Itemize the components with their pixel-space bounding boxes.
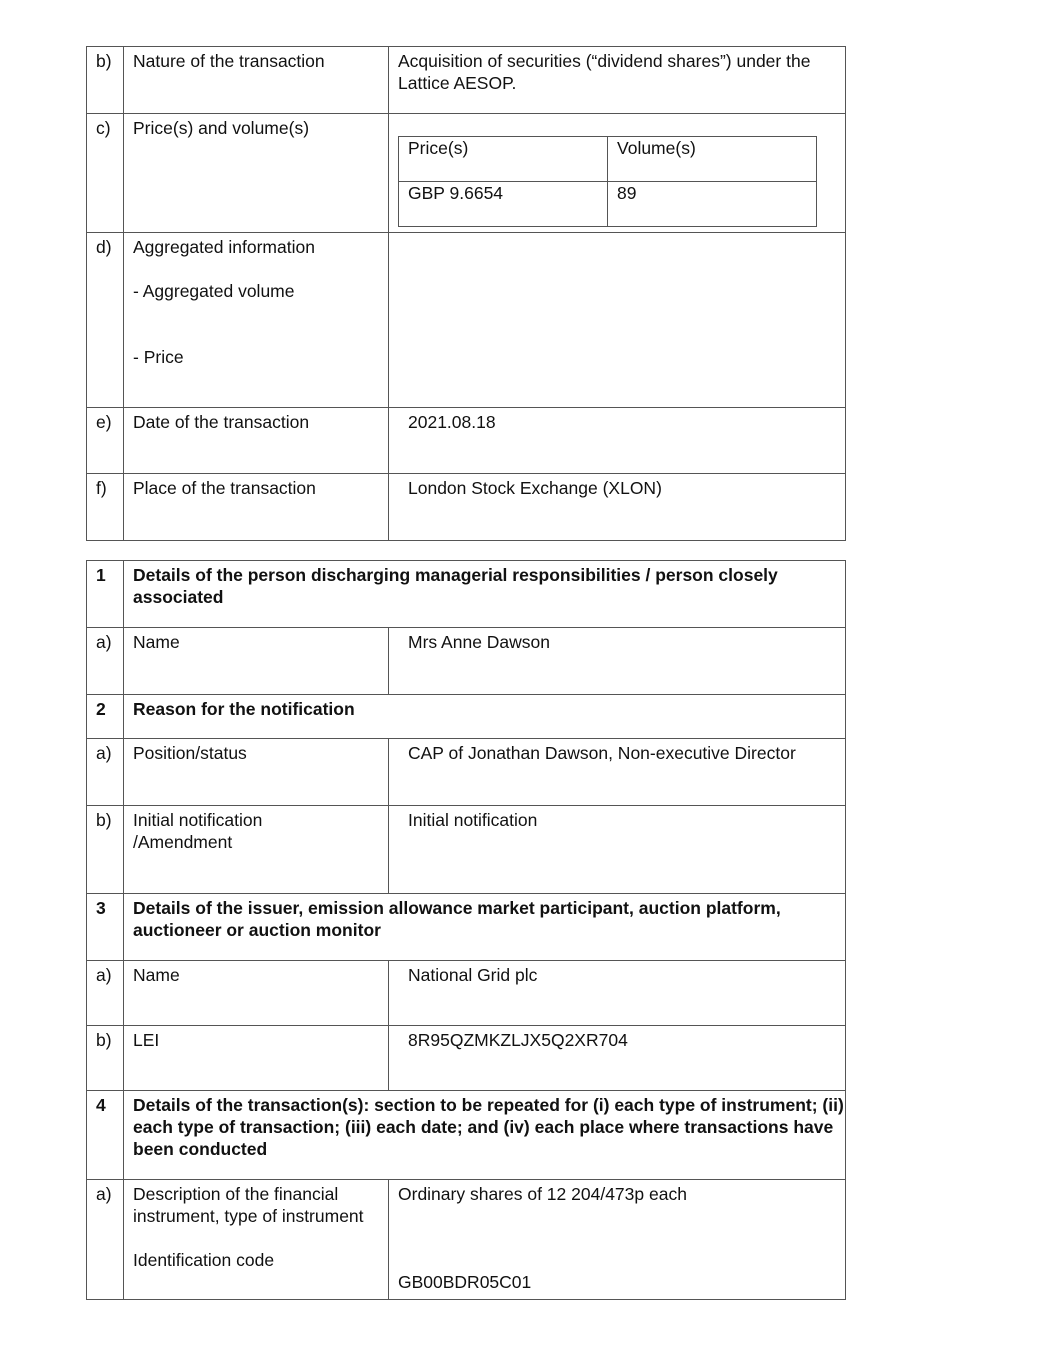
section-1-heading <box>87 561 846 628</box>
section-number: 1 <box>87 561 124 628</box>
row-index: a) <box>87 1180 124 1300</box>
row-label: LEI <box>124 1026 389 1091</box>
notification-label-line2: /Amendment <box>133 832 233 852</box>
section-number: 2 <box>87 695 124 739</box>
notification-details-table <box>86 560 846 1300</box>
row-position <box>87 739 846 806</box>
row-value: Mrs Anne Dawson <box>389 628 846 695</box>
row-value: 8R95QZMKZLJX5Q2XR704 <box>389 1026 846 1091</box>
row-notification-type <box>87 806 846 894</box>
section-4-heading <box>87 1091 846 1180</box>
instrument-description-value: Ordinary shares of 12 204/473p each <box>398 1184 687 1204</box>
price-volume-header <box>399 137 817 182</box>
row-pdmr-name <box>87 628 846 695</box>
aggregated-price-label: - Price <box>133 347 184 367</box>
row-instrument <box>87 1180 846 1300</box>
volume-header: Volume(s) <box>608 137 817 182</box>
row-price-volume <box>87 114 846 233</box>
row-index: d) <box>87 233 124 408</box>
volume-value: 89 <box>608 182 817 227</box>
identification-code-value: GB00BDR05C01 <box>398 1272 532 1292</box>
row-label: Date of the transaction <box>124 408 389 474</box>
row-value: 2021.08.18 <box>389 408 846 474</box>
section-heading: Details of the person discharging managerial responsibilities / person closely associated <box>124 561 846 628</box>
instrument-description-label: Description of the financial instrument, type of instrument <box>133 1184 364 1226</box>
section-heading: Details of the transaction(s): section to be repeated for (i) each type of instrument; (ii) each type of transaction; (iii) each date; and (iv) each place where transactions have been conducted <box>124 1091 846 1180</box>
row-label: Nature of the transaction <box>124 47 389 114</box>
row-date <box>87 408 846 474</box>
row-value: Initial notification <box>389 806 846 894</box>
row-lei <box>87 1026 846 1091</box>
aggregated-label: Aggregated information <box>133 237 315 257</box>
transaction-details-table <box>86 46 846 541</box>
price-volume-cell <box>389 114 846 233</box>
price-volume-row <box>399 182 817 227</box>
notification-label-line1: Initial notification <box>133 810 263 830</box>
row-label: Place of the transaction <box>124 474 389 541</box>
section-heading: Reason for the notification <box>124 695 846 739</box>
row-index: e) <box>87 408 124 474</box>
row-index: f) <box>87 474 124 541</box>
row-value: Acquisition of securities (“dividend shares”) under the Lattice AESOP. <box>389 47 846 114</box>
row-value: London Stock Exchange (XLON) <box>389 474 846 541</box>
row-label: Name <box>124 961 389 1026</box>
row-value: CAP of Jonathan Dawson, Non-executive Director <box>389 739 846 806</box>
section-2-heading <box>87 695 846 739</box>
section-number: 3 <box>87 894 124 961</box>
row-nature <box>87 47 846 114</box>
row-label <box>124 233 389 408</box>
section-number: 4 <box>87 1091 124 1180</box>
identification-code-label: Identification code <box>133 1250 275 1270</box>
row-value: National Grid plc <box>389 961 846 1026</box>
row-index: b) <box>87 47 124 114</box>
row-index: b) <box>87 1026 124 1091</box>
row-issuer-name <box>87 961 846 1026</box>
row-label: Position/status <box>124 739 389 806</box>
price-volume-table <box>398 136 817 227</box>
row-index: c) <box>87 114 124 233</box>
row-place <box>87 474 846 541</box>
price-value: GBP 9.6654 <box>399 182 608 227</box>
price-header: Price(s) <box>399 137 608 182</box>
section-3-heading <box>87 894 846 961</box>
row-aggregated <box>87 233 846 408</box>
row-index: b) <box>87 806 124 894</box>
row-index: a) <box>87 628 124 695</box>
section-heading: Details of the issuer, emission allowance market participant, auction platform, auctioneer or auction monitor <box>124 894 846 961</box>
row-label <box>124 806 389 894</box>
row-label: Price(s) and volume(s) <box>124 114 389 233</box>
row-value <box>389 1180 846 1300</box>
row-label <box>124 1180 389 1300</box>
row-index: a) <box>87 739 124 806</box>
row-value <box>389 233 846 408</box>
aggregated-volume-label: - Aggregated volume <box>133 281 295 301</box>
row-label: Name <box>124 628 389 695</box>
row-index: a) <box>87 961 124 1026</box>
